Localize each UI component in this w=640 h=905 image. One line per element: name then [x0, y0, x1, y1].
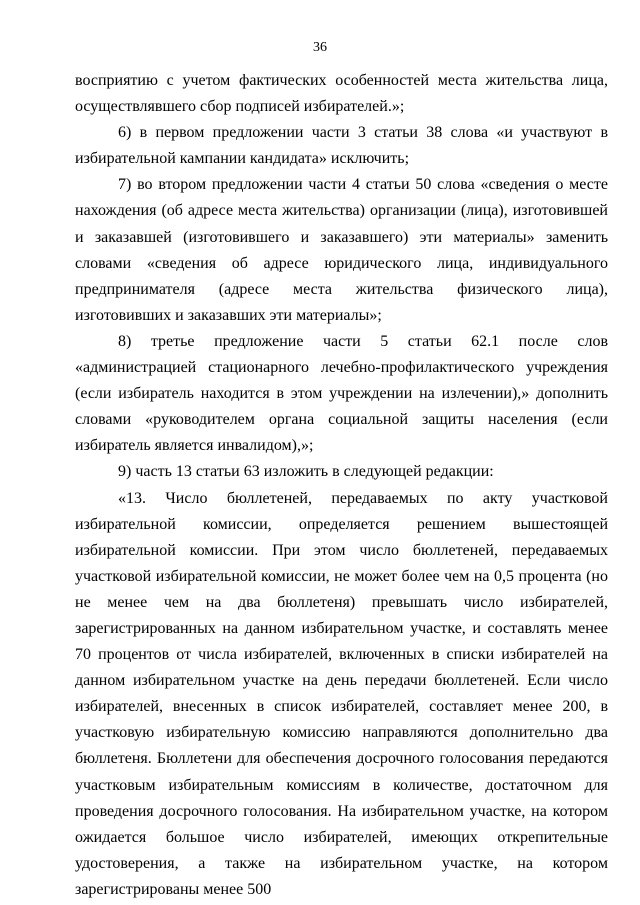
paragraph-continuation: восприятию с учетом фактических особенностей места жительства лица, осуществлявшего сбор подписей избирателей.»;	[75, 72, 608, 116]
paragraph-item-8: 8) третье предложение части 5 статьи 62.1 после слов «администрацией стационарного лечебно-профилактического учреждения (если избиратель находится в этом учреждении на излечении),» дополнить словами «руководителем органа социальной защиты населения (если избиратель является инвалидом),»;	[75, 332, 608, 455]
paragraph-quoted-part-13: «13. Число бюллетеней, передаваемых по акту участковой избирательной комиссии, определяется решением вышестоящей избирательной комиссии. При этом число бюллетеней, передаваемых участковой избирательной комиссии, не может более чем на 0,5 процента (но не менее чем на два бюллетеня) превышать число избирателей, зарегистрированных на данном избирательном участке, и составлять менее 70 процентов от числа избирателей, включенных в списки избирателей на данном избирательном участке на день передачи бюллетеней. Если число избирателей, внесенных в список избирателей, составляет менее 200, в участковую избирательную комиссию направляются дополнительно два бюллетеня. Бюллетени для обеспечения досрочного голосования передаются участковым избирательным комиссиям в количестве, достаточном для проведения досрочного голосования. На избирательном участке, на котором ожидается большое число избирателей, имеющих открепительные удостоверения, а также на избирательном участке, на котором зарегистрированы менее 500	[75, 489, 608, 898]
paragraph-item-9: 9) часть 13 статьи 63 изложить в следующей редакции:	[118, 463, 494, 481]
paragraph-item-7: 7) во втором предложении части 4 статьи 50 слова «сведения о месте нахождения (об адресе места жительства) организации (лица), изготовившей и заказавшей (изготовившего и заказавшего) эти материалы» заменить словами «сведения об адресе юридического лица, индивидуального предпринимателя (адресе места жительства физического лица), изготовивших и заказавших эти материалы»;	[75, 176, 608, 324]
document-body	[75, 68, 608, 903]
paragraph-item-6: 6) в первом предложении части 3 статьи 38 слова «и участвуют в избирательной кампании кандидата» исключить;	[75, 124, 608, 168]
page-number: 36	[313, 40, 327, 55]
